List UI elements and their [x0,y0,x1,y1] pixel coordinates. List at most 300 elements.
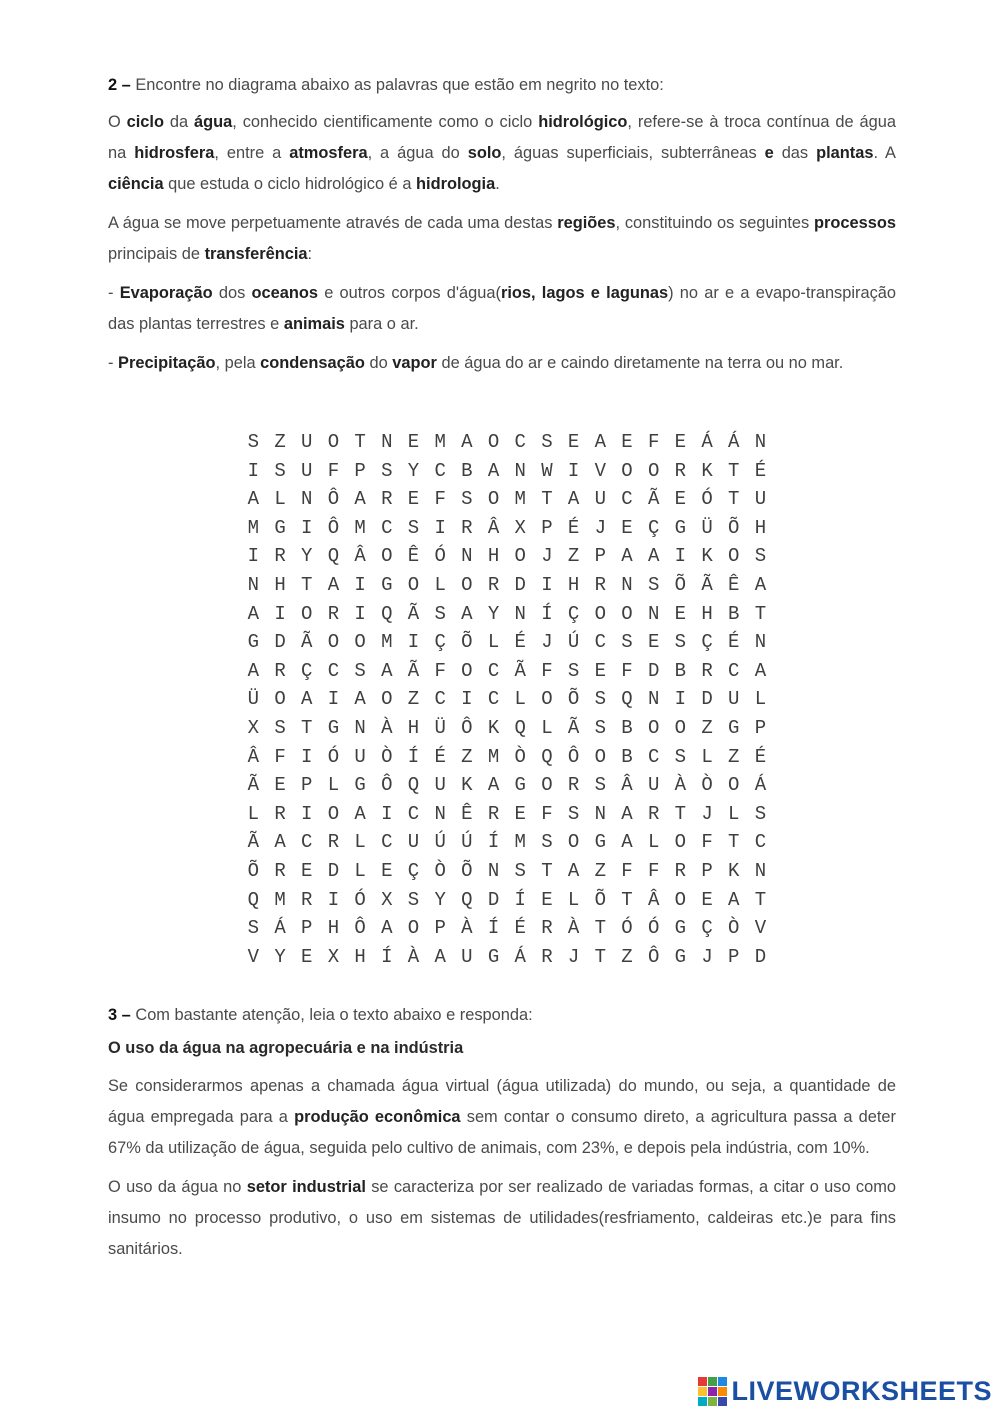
grid-letter[interactable]: F [541,802,553,825]
grid-letter[interactable]: A [728,888,740,911]
grid-letter[interactable]: Z [407,688,420,711]
grid-letter[interactable]: M [247,516,260,539]
grid-letter[interactable]: I [434,516,446,539]
grid-letter[interactable]: P [434,917,446,940]
grid-letter[interactable]: O [621,459,633,482]
grid-letter[interactable]: E [301,945,313,968]
grid-letter[interactable]: E [594,659,606,682]
grid-letter[interactable]: A [647,545,660,568]
grid-letter[interactable]: C [327,659,340,682]
grid-letter[interactable]: D [701,688,713,711]
grid-letter[interactable]: Í [381,945,393,968]
grid-letter[interactable]: F [701,831,713,854]
grid-letter[interactable]: Z [274,431,286,453]
grid-letter[interactable]: S [621,631,633,654]
grid-letter[interactable]: B [461,459,473,482]
grid-letter[interactable]: O [327,631,340,654]
grid-letter[interactable]: E [381,859,393,882]
grid-letter[interactable]: S [274,459,286,482]
grid-letter[interactable]: O [728,774,740,797]
grid-letter[interactable]: O [381,688,393,711]
grid-letter[interactable]: V [754,917,767,940]
grid-letter[interactable]: P [301,774,313,797]
grid-letter[interactable]: F [621,859,633,882]
grid-letter[interactable]: Ç [567,602,580,625]
grid-letter[interactable]: O [461,659,473,682]
grid-letter[interactable]: I [674,688,687,711]
grid-letter[interactable]: R [487,802,500,825]
grid-letter[interactable]: N [594,802,606,825]
grid-letter[interactable]: T [541,859,553,882]
grid-letter[interactable]: Ü [701,516,713,539]
grid-letter[interactable]: Õ [461,631,473,654]
grid-letter[interactable]: V [247,945,260,968]
grid-letter[interactable]: A [247,659,260,682]
grid-letter[interactable]: A [754,659,767,682]
grid-letter[interactable]: A [621,802,633,825]
grid-letter[interactable]: Ã [407,659,420,682]
grid-letter[interactable]: Q [381,602,393,625]
grid-letter[interactable]: U [354,745,366,768]
grid-letter[interactable]: Ú [461,831,473,854]
grid-letter[interactable]: L [434,573,446,596]
grid-letter[interactable]: U [754,488,767,511]
grid-letter[interactable]: Z [728,745,740,768]
grid-letter[interactable]: É [754,459,767,482]
grid-letter[interactable]: W [541,459,553,482]
grid-letter[interactable]: X [381,888,393,911]
grid-letter[interactable]: O [647,459,660,482]
grid-letter[interactable]: N [301,488,313,511]
grid-letter[interactable]: E [674,602,687,625]
grid-letter[interactable]: S [567,659,580,682]
grid-letter[interactable]: C [754,831,767,854]
grid-letter[interactable]: M [514,488,526,511]
grid-letter[interactable]: Ó [701,488,713,511]
grid-letter[interactable]: I [301,516,313,539]
grid-letter[interactable]: S [674,631,687,654]
grid-letter[interactable]: À [407,945,420,968]
grid-letter[interactable]: N [381,431,393,453]
grid-letter[interactable]: T [754,888,767,911]
grid-letter[interactable]: Í [487,831,500,854]
grid-letter[interactable]: C [487,659,500,682]
grid-letter[interactable]: E [514,802,526,825]
grid-letter[interactable]: T [301,716,313,739]
grid-letter[interactable]: N [514,602,526,625]
grid-letter[interactable]: T [594,917,606,940]
grid-letter[interactable]: S [461,488,473,511]
grid-letter[interactable]: H [487,545,500,568]
grid-letter[interactable]: L [647,831,660,854]
grid-letter[interactable]: S [541,431,553,453]
grid-letter[interactable]: H [407,716,420,739]
grid-letter[interactable]: Ã [247,831,260,854]
grid-letter[interactable]: E [407,431,420,453]
grid-letter[interactable]: G [674,917,687,940]
grid-letter[interactable]: R [381,488,393,511]
grid-letter[interactable]: L [354,831,366,854]
grid-letter[interactable]: M [487,745,500,768]
grid-letter[interactable]: A [274,831,286,854]
grid-letter[interactable]: D [327,859,340,882]
grid-letter[interactable]: F [434,488,446,511]
grid-letter[interactable]: P [594,545,606,568]
grid-letter[interactable]: Y [407,459,420,482]
grid-letter[interactable]: O [594,602,606,625]
grid-letter[interactable]: A [354,802,366,825]
grid-letter[interactable]: S [247,917,260,940]
grid-letter[interactable]: N [487,859,500,882]
grid-letter[interactable]: R [274,545,286,568]
grid-letter[interactable]: É [728,631,740,654]
grid-letter[interactable]: R [567,774,580,797]
grid-letter[interactable]: F [327,459,340,482]
grid-letter[interactable]: N [461,545,473,568]
grid-letter[interactable]: Q [621,688,633,711]
grid-letter[interactable]: N [434,802,446,825]
grid-letter[interactable]: Q [461,888,473,911]
grid-letter[interactable]: Â [354,545,366,568]
grid-letter[interactable]: Z [594,859,606,882]
grid-letter[interactable]: P [354,459,366,482]
grid-letter[interactable]: Ô [354,917,366,940]
grid-letter[interactable]: G [381,573,393,596]
grid-letter[interactable]: C [381,831,393,854]
grid-letter[interactable]: M [514,831,526,854]
grid-letter[interactable]: B [728,602,740,625]
grid-letter[interactable]: T [621,888,633,911]
grid-letter[interactable]: A [434,945,446,968]
grid-letter[interactable]: Ã [407,602,420,625]
grid-letter[interactable]: K [701,545,713,568]
grid-letter[interactable]: Ô [381,774,393,797]
grid-letter[interactable]: X [514,516,526,539]
grid-letter[interactable]: O [354,631,366,654]
grid-letter[interactable]: C [434,459,446,482]
grid-letter[interactable]: I [274,602,286,625]
grid-letter[interactable]: Í [514,888,526,911]
grid-letter[interactable]: I [327,688,340,711]
grid-letter[interactable]: G [674,516,687,539]
grid-letter[interactable]: A [247,602,260,625]
grid-letter[interactable]: G [327,716,340,739]
grid-letter[interactable]: É [514,917,526,940]
grid-letter[interactable]: O [674,831,687,854]
grid-letter[interactable]: Ò [701,774,713,797]
grid-letter[interactable]: Õ [674,573,687,596]
grid-letter[interactable]: G [594,831,606,854]
grid-letter[interactable]: S [407,516,420,539]
grid-letter[interactable]: T [728,831,740,854]
grid-letter[interactable]: U [728,688,740,711]
grid-letter[interactable]: P [701,859,713,882]
grid-letter[interactable]: X [327,945,340,968]
grid-letter[interactable]: O [514,545,526,568]
grid-letter[interactable]: U [301,459,313,482]
grid-letter[interactable]: Z [621,945,633,968]
grid-letter[interactable]: Ã [247,774,260,797]
grid-letter[interactable]: Ô [327,516,340,539]
grid-letter[interactable]: F [647,859,660,882]
grid-letter[interactable]: Ç [701,631,713,654]
grid-letter[interactable]: G [728,716,740,739]
grid-letter[interactable]: O [674,888,687,911]
grid-letter[interactable]: Ò [728,917,740,940]
grid-letter[interactable]: L [327,774,340,797]
grid-letter[interactable]: Ô [461,716,473,739]
grid-letter[interactable]: Í [407,745,420,768]
grid-letter[interactable]: H [327,917,340,940]
grid-letter[interactable]: S [381,459,393,482]
grid-letter[interactable]: Z [461,745,473,768]
grid-letter[interactable]: R [274,859,286,882]
grid-letter[interactable]: A [381,917,393,940]
grid-letter[interactable]: I [567,459,580,482]
grid-letter[interactable]: H [701,602,713,625]
grid-letter[interactable]: T [301,573,313,596]
grid-letter[interactable]: A [487,459,500,482]
grid-letter[interactable]: G [674,945,687,968]
grid-letter[interactable]: O [301,602,313,625]
grid-letter[interactable]: G [247,631,260,654]
grid-letter[interactable]: A [354,488,366,511]
grid-letter[interactable]: O [567,831,580,854]
grid-letter[interactable]: S [274,716,286,739]
grid-letter[interactable]: E [274,774,286,797]
grid-letter[interactable]: Y [274,945,286,968]
grid-letter[interactable]: C [434,688,446,711]
grid-letter[interactable]: Ó [327,745,340,768]
grid-letter[interactable]: Ç [647,516,660,539]
grid-letter[interactable]: B [674,659,687,682]
grid-letter[interactable]: À [674,774,687,797]
grid-letter[interactable]: P [728,945,740,968]
grid-letter[interactable]: N [754,631,767,654]
grid-letter[interactable]: E [674,431,687,453]
grid-letter[interactable]: Ò [514,745,526,768]
grid-letter[interactable]: N [647,602,660,625]
grid-letter[interactable]: T [674,802,687,825]
grid-letter[interactable]: O [274,688,286,711]
grid-letter[interactable]: F [621,659,633,682]
grid-letter[interactable]: L [274,488,286,511]
grid-letter[interactable]: Ã [647,488,660,511]
grid-letter[interactable]: J [567,945,580,968]
grid-letter[interactable]: Ê [728,573,740,596]
grid-letter[interactable]: C [514,431,526,453]
grid-letter[interactable]: É [514,631,526,654]
grid-letter[interactable]: S [434,602,446,625]
grid-letter[interactable]: A [301,688,313,711]
grid-letter[interactable]: Â [621,774,633,797]
grid-letter[interactable]: C [301,831,313,854]
grid-letter[interactable]: I [327,888,340,911]
grid-letter[interactable]: I [247,459,260,482]
grid-letter[interactable]: S [514,859,526,882]
grid-letter[interactable]: I [381,802,393,825]
grid-letter[interactable]: I [301,745,313,768]
grid-letter[interactable]: T [354,431,366,453]
grid-letter[interactable]: Õ [461,859,473,882]
grid-letter[interactable]: F [541,659,553,682]
grid-letter[interactable]: S [754,545,767,568]
grid-letter[interactable]: Õ [594,888,606,911]
grid-letter[interactable]: K [461,774,473,797]
grid-letter[interactable]: M [354,516,366,539]
grid-letter[interactable]: Q [407,774,420,797]
grid-letter[interactable]: U [594,488,606,511]
grid-letter[interactable]: I [301,802,313,825]
grid-letter[interactable]: S [594,716,606,739]
grid-letter[interactable]: Ê [461,802,473,825]
grid-letter[interactable]: Â [247,745,260,768]
grid-letter[interactable]: N [354,716,366,739]
grid-letter[interactable]: R [487,573,500,596]
grid-letter[interactable]: G [514,774,526,797]
grid-letter[interactable]: O [674,716,687,739]
grid-letter[interactable]: R [274,802,286,825]
grid-letter[interactable]: Ã [701,573,713,596]
grid-letter[interactable]: E [541,888,553,911]
grid-letter[interactable]: Ã [514,659,526,682]
grid-letter[interactable]: R [461,516,473,539]
grid-letter[interactable]: R [701,659,713,682]
grid-letter[interactable]: N [621,573,633,596]
grid-letter[interactable]: L [487,631,500,654]
grid-letter[interactable]: I [354,602,366,625]
grid-letter[interactable]: Ò [381,745,393,768]
grid-letter[interactable]: Ô [327,488,340,511]
grid-letter[interactable]: J [541,545,553,568]
grid-letter[interactable]: T [754,602,767,625]
grid-letter[interactable]: L [567,888,580,911]
grid-letter[interactable]: M [434,431,446,453]
grid-letter[interactable]: R [541,917,553,940]
grid-letter[interactable]: S [674,745,687,768]
grid-letter[interactable]: Q [514,716,526,739]
grid-letter[interactable]: C [381,516,393,539]
grid-letter[interactable]: Ã [301,631,313,654]
grid-letter[interactable]: Ó [354,888,366,911]
grid-letter[interactable]: P [301,917,313,940]
grid-letter[interactable]: T [728,459,740,482]
grid-letter[interactable]: O [327,431,340,453]
grid-letter[interactable]: Ê [407,545,420,568]
grid-letter[interactable]: A [461,431,473,453]
grid-letter[interactable]: A [247,488,260,511]
grid-letter[interactable]: Á [754,774,767,797]
grid-letter[interactable]: T [728,488,740,511]
grid-letter[interactable]: U [461,945,473,968]
grid-letter[interactable]: L [514,688,526,711]
grid-letter[interactable]: O [728,545,740,568]
grid-letter[interactable]: K [728,859,740,882]
grid-letter[interactable]: J [541,631,553,654]
grid-letter[interactable]: X [247,716,260,739]
grid-letter[interactable]: A [327,573,340,596]
grid-letter[interactable]: I [354,573,366,596]
grid-letter[interactable]: O [327,802,340,825]
grid-letter[interactable]: F [274,745,286,768]
grid-letter[interactable]: A [487,774,500,797]
grid-letter[interactable]: N [647,688,660,711]
grid-letter[interactable]: Ã [567,716,580,739]
grid-letter[interactable]: Ç [301,659,313,682]
grid-letter[interactable]: D [754,945,767,968]
grid-letter[interactable]: Ó [621,917,633,940]
grid-letter[interactable]: Â [647,888,660,911]
grid-letter[interactable]: C [621,488,633,511]
grid-letter[interactable]: D [647,659,660,682]
grid-letter[interactable]: Á [274,917,286,940]
grid-letter[interactable]: Á [728,431,740,453]
grid-letter[interactable]: R [327,831,340,854]
grid-letter[interactable]: Ü [434,716,446,739]
grid-letter[interactable]: Õ [728,516,740,539]
grid-letter[interactable]: A [567,859,580,882]
grid-letter[interactable]: I [247,545,260,568]
grid-letter[interactable]: A [594,431,606,453]
grid-letter[interactable]: Á [514,945,526,968]
grid-letter[interactable]: Y [487,602,500,625]
grid-letter[interactable]: À [461,917,473,940]
grid-letter[interactable]: Ô [647,945,660,968]
grid-letter[interactable]: E [674,488,687,511]
grid-letter[interactable]: K [701,459,713,482]
grid-letter[interactable]: H [567,573,580,596]
grid-letter[interactable]: Ç [434,631,446,654]
grid-letter[interactable]: S [541,831,553,854]
grid-letter[interactable]: Í [487,917,500,940]
grid-letter[interactable]: S [567,802,580,825]
grid-letter[interactable]: R [594,573,606,596]
grid-letter[interactable]: Z [701,716,713,739]
grid-letter[interactable]: L [701,745,713,768]
grid-letter[interactable]: Â [487,516,500,539]
grid-letter[interactable]: H [274,573,286,596]
grid-letter[interactable]: À [567,917,580,940]
grid-letter[interactable]: L [541,716,553,739]
grid-letter[interactable]: Y [301,545,313,568]
grid-letter[interactable]: V [594,459,606,482]
grid-letter[interactable]: S [354,659,366,682]
grid-letter[interactable]: C [647,745,660,768]
grid-letter[interactable]: M [381,631,393,654]
grid-letter[interactable]: Ç [701,917,713,940]
grid-letter[interactable]: R [327,602,340,625]
grid-letter[interactable]: U [647,774,660,797]
grid-letter[interactable]: O [594,745,606,768]
grid-letter[interactable]: Q [247,888,260,911]
grid-letter[interactable]: R [301,888,313,911]
grid-letter[interactable]: T [541,488,553,511]
grid-letter[interactable]: C [594,631,606,654]
grid-letter[interactable]: A [754,573,767,596]
grid-letter[interactable]: I [407,631,420,654]
grid-letter[interactable]: H [754,516,767,539]
grid-letter[interactable]: Q [327,545,340,568]
grid-letter[interactable]: B [621,716,633,739]
grid-letter[interactable]: A [461,602,473,625]
grid-letter[interactable]: K [487,716,500,739]
grid-letter[interactable]: P [541,516,553,539]
grid-letter[interactable]: D [274,631,286,654]
grid-letter[interactable]: J [701,945,713,968]
grid-letter[interactable]: Õ [247,859,260,882]
grid-letter[interactable]: E [701,888,713,911]
grid-letter[interactable]: U [434,774,446,797]
